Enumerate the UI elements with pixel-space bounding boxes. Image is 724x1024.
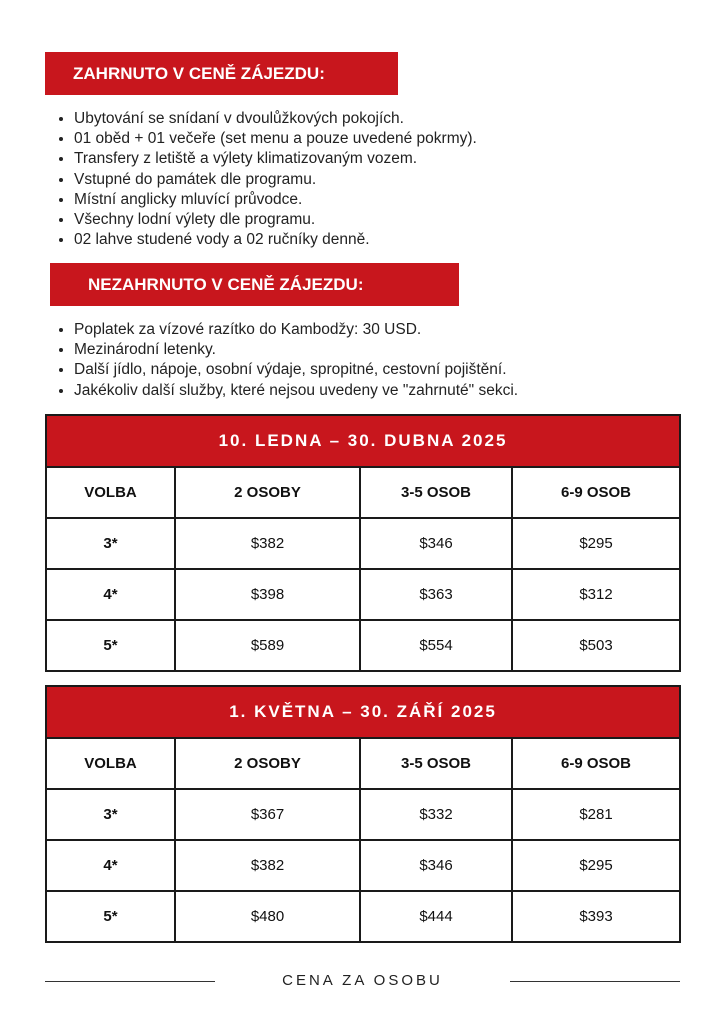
table-cell: $444 [360,891,512,942]
price-table-summer [45,685,681,943]
column-header: VOLBA [46,738,175,789]
list-item: • Všechny lodní výlety dle programu. [74,210,714,230]
list-item: • Poplatek za vízové razítko do Kambodžy: 30 USD. [74,320,714,340]
table-cell: 4* [46,840,175,891]
column-header: 2 OSOBY [175,738,360,789]
list-item: • Mezinárodní letenky. [74,340,714,360]
list-item: • Další jídlo, nápoje, osobní výdaje, spropitné, cestovní pojištění. [74,360,714,380]
table-cell: 5* [46,891,175,942]
list-item: • Ubytování se snídaní v dvoulůžkových pokojích. [74,109,714,129]
table-cell: $346 [360,840,512,891]
list-item: • Vstupné do památek dle programu. [74,170,714,190]
table-cell: 5* [46,620,175,671]
table-cell: $589 [175,620,360,671]
footer-divider-right [510,981,680,982]
included-heading [45,52,398,95]
table-header-row [46,467,680,518]
table-cell: $312 [512,569,680,620]
list-item: • Transfery z letiště a výlety klimatizovaným vozem. [74,149,714,169]
table-cell: $295 [512,840,680,891]
excluded-heading [50,263,459,306]
excluded-list [46,320,714,401]
list-item: • Jakékoliv další služby, které nejsou uvedeny ve "zahrnuté" sekci. [74,381,714,401]
table-header-row [46,738,680,789]
table-cell: $393 [512,891,680,942]
table-row [46,891,680,942]
table-row [46,840,680,891]
table-row [46,789,680,840]
price-table-winter [45,414,681,672]
table-cell: $382 [175,518,360,569]
footer-caption: CENA ZA OSOBU [282,972,443,989]
column-header: 3-5 OSOB [360,738,512,789]
footer-divider-left [45,981,215,982]
table-cell: 3* [46,518,175,569]
table-cell: $503 [512,620,680,671]
price-table-title: 10. LEDNA – 30. DUBNA 2025 [46,415,680,467]
column-header: 6-9 OSOB [512,467,680,518]
table-cell: $363 [360,569,512,620]
list-item: • 01 oběd + 01 večeře (set menu a pouze uvedené pokrmy). [74,129,714,149]
column-header: 6-9 OSOB [512,738,680,789]
table-cell: $382 [175,840,360,891]
table-row [46,569,680,620]
list-item: • 02 lahve studené vody a 02 ručníky denně. [74,230,714,250]
table-cell: $281 [512,789,680,840]
table-row [46,620,680,671]
included-list [46,109,714,250]
column-header: VOLBA [46,467,175,518]
table-cell: $480 [175,891,360,942]
price-table-title: 1. KVĚTNA – 30. ZÁŘÍ 2025 [46,686,680,738]
excluded-heading-text: NEZAHRNUTO V CENĚ ZÁJEZDU: [88,274,364,294]
column-header: 2 OSOBY [175,467,360,518]
table-cell: 3* [46,789,175,840]
table-cell: $295 [512,518,680,569]
table-cell: $346 [360,518,512,569]
table-cell: $367 [175,789,360,840]
included-heading-text: ZAHRNUTO V CENĚ ZÁJEZDU: [73,63,325,83]
table-cell: 4* [46,569,175,620]
table-cell: $554 [360,620,512,671]
table-cell: $398 [175,569,360,620]
list-item: • Místní anglicky mluvící průvodce. [74,190,714,210]
table-cell: $332 [360,789,512,840]
column-header: 3-5 OSOB [360,467,512,518]
table-row [46,518,680,569]
